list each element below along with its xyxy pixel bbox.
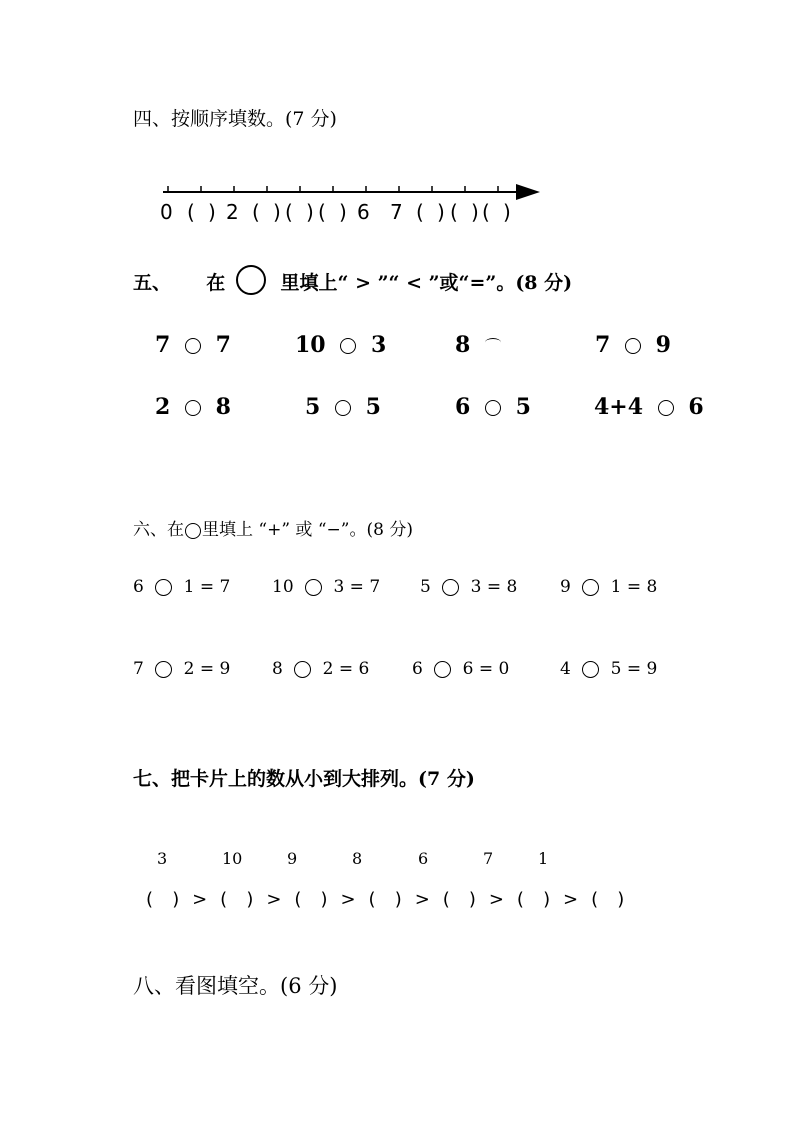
- circle-icon[interactable]: [434, 661, 451, 678]
- card-number: 8: [352, 849, 363, 868]
- nl-label: (: [450, 200, 458, 224]
- section-8-title: 八、看图填空。(6 分): [133, 974, 338, 998]
- s6-item: 8 2 = 6: [272, 659, 370, 679]
- nl-label: 2: [226, 200, 239, 224]
- nl-label: (: [482, 200, 490, 224]
- circle-icon[interactable]: [155, 579, 172, 596]
- s5-item: 8: [455, 332, 508, 358]
- nl-label: ): [273, 200, 281, 224]
- section-6-title-after: 里填上 “+” 或 “−”。(8 分): [202, 520, 413, 540]
- s5-item: 6 5: [455, 394, 531, 420]
- circle-icon[interactable]: [582, 579, 599, 596]
- s5-item: 10 3: [295, 332, 387, 358]
- nl-label: (: [252, 200, 260, 224]
- s6-item: 6 6 = 0: [412, 659, 510, 679]
- s6-item: 10 3 = 7: [272, 577, 381, 597]
- s6-item: 6 1 = 7: [133, 577, 231, 597]
- nl-label: (: [187, 200, 195, 224]
- section-5-title-after: 里填上“ > ”“ < ”或“=”。(8 分): [280, 272, 573, 294]
- section-7-title: 七、把卡片上的数从小到大排列。(7 分): [133, 768, 475, 790]
- section-6-title: [133, 515, 413, 540]
- section-6-title-before: 六、在: [133, 520, 184, 540]
- s6-item: 5 3 = 8: [420, 577, 518, 597]
- circle-icon[interactable]: [155, 661, 172, 678]
- nl-label: (: [416, 200, 424, 224]
- s5-item: 4+4 6: [594, 394, 704, 420]
- card-number: 1: [538, 849, 549, 868]
- circle-icon[interactable]: [658, 400, 674, 416]
- circle-icon[interactable]: [340, 338, 356, 354]
- card-number: 7: [483, 849, 494, 868]
- s6-item: 4 5 = 9: [560, 659, 658, 679]
- s5-item: 7 7: [155, 332, 231, 358]
- circle-icon[interactable]: [305, 579, 322, 596]
- s5-item: 2 8: [155, 394, 231, 420]
- circle-icon[interactable]: [294, 661, 311, 678]
- ordering-answer-line[interactable]: ( ) > ( ) > ( ) > ( ) > ( ) > ( ) > ( ): [146, 889, 625, 910]
- nl-label: 0: [160, 200, 173, 224]
- circle-icon: [236, 265, 266, 295]
- section-5-prefix: 五、: [133, 272, 172, 294]
- section-5-title-before: 在: [206, 272, 226, 294]
- nl-label: ): [306, 200, 314, 224]
- section-4-title: 四、按顺序填数。(7 分): [133, 108, 337, 130]
- s6-item: 7 2 = 9: [133, 659, 231, 679]
- section-5-title: [133, 268, 572, 299]
- card-number: 9: [287, 849, 298, 868]
- circle-icon[interactable]: [625, 338, 641, 354]
- card-number: 3: [157, 849, 168, 868]
- circle-icon[interactable]: [185, 338, 201, 354]
- circle-icon[interactable]: [485, 400, 501, 416]
- nl-label: (: [318, 200, 326, 224]
- s5-item: 5 5: [305, 394, 381, 420]
- nl-label: ): [471, 200, 479, 224]
- s5-item: 7 9: [595, 332, 671, 358]
- circle-icon: [185, 523, 201, 539]
- nl-label: ): [437, 200, 445, 224]
- circle-icon[interactable]: [185, 400, 201, 416]
- s6-item: 9 1 = 8: [560, 577, 658, 597]
- circle-icon[interactable]: [582, 661, 599, 678]
- card-number: 6: [418, 849, 429, 868]
- nl-label: ): [503, 200, 511, 224]
- circle-icon[interactable]: [335, 400, 351, 416]
- partial-circle-icon[interactable]: [485, 338, 501, 347]
- circle-icon[interactable]: [442, 579, 459, 596]
- number-line-labels: [160, 200, 540, 226]
- card-number: 10: [222, 849, 243, 868]
- nl-label: (: [285, 200, 293, 224]
- nl-label: ): [339, 200, 347, 224]
- nl-label: ): [208, 200, 216, 224]
- number-line-arrow: [516, 184, 540, 200]
- nl-label: 6: [357, 200, 370, 224]
- nl-label: 7: [390, 200, 403, 224]
